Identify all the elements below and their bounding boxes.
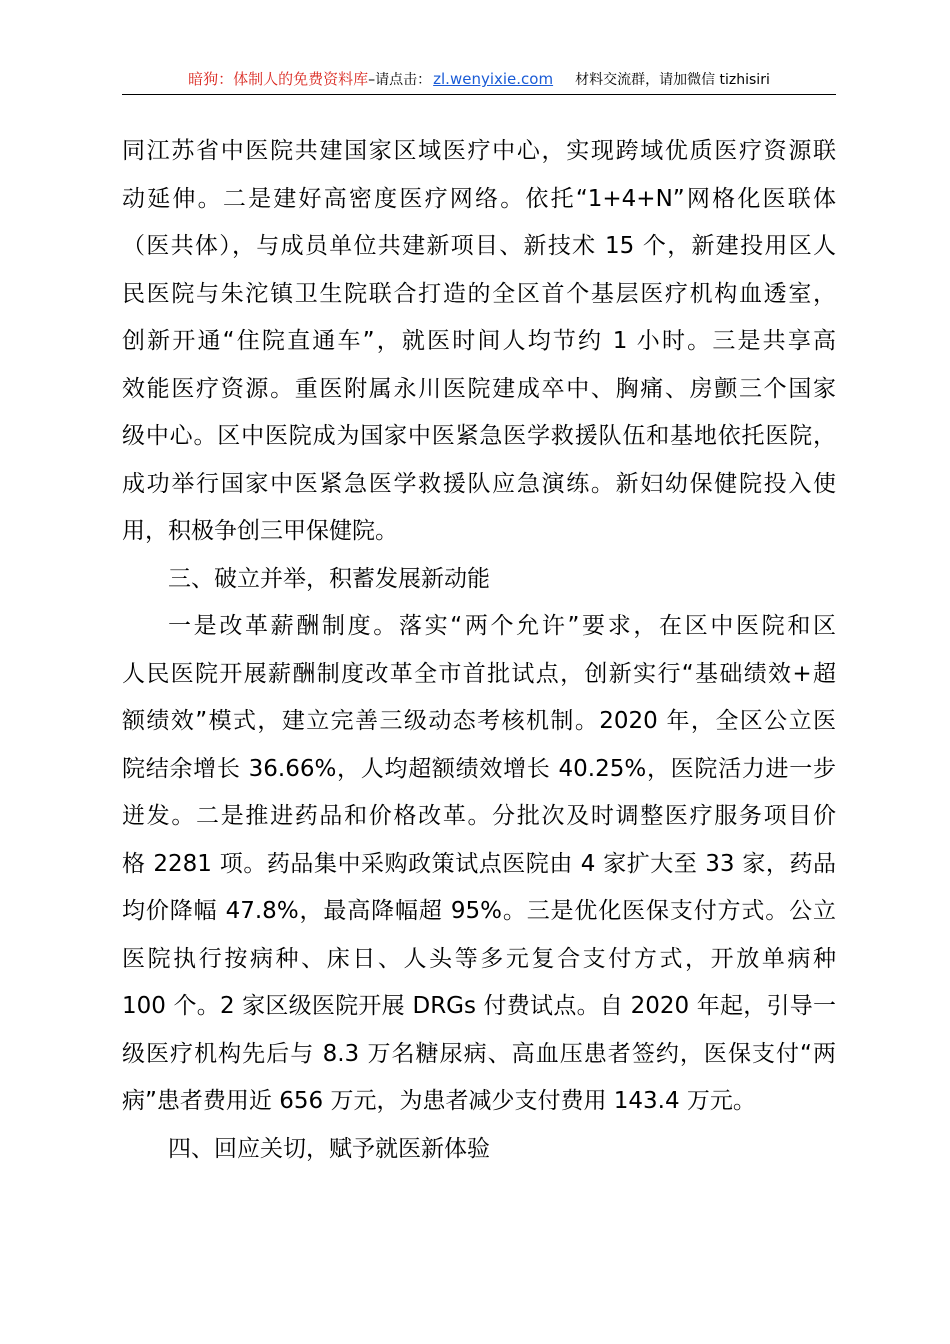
document-body: [122, 128, 836, 1173]
page-header: [122, 64, 836, 95]
paragraph-line: （医共体），与成员单位共建新项目、新技术 15 个，新建投用区人: [122, 233, 836, 259]
paragraph-line: 医院执行按病种、床日、人头等多元复合支付方式，开放单病种: [122, 945, 836, 972]
paragraph-line: 人民医院开展薪酬制度改革全市首批试点，创新实行“基础绩效+超: [122, 660, 836, 687]
paragraph-line: 民医院与朱沱镇卫生院联合打造的全区首个基层医疗机构血透室，: [122, 280, 836, 307]
section-heading: 四、回应关切，赋予就医新体验: [168, 1135, 490, 1162]
paragraph-line: 级中心。区中医院成为国家中医紧急医学救援队伍和基地依托医院，: [122, 423, 836, 449]
paragraph-line: 院结余增长 36.66%，人均超额绩效增长 40.25%，医院活力进一步: [122, 755, 836, 782]
paragraph-line: 创新开通“住院直通车”，就医时间人均节约 1 小时。三是共享高: [122, 328, 836, 354]
section-heading: 三、破立并举，积蓄发展新动能: [168, 565, 490, 592]
paragraph-line: 动延伸。二是建好高密度医疗网络。依托“1+4+N”网格化医联体: [122, 185, 836, 212]
paragraph-line: 级医疗机构先后与 8.3 万名糖尿病、高血压患者签约，医保支付“两: [122, 1040, 836, 1067]
paragraph-line: 额绩效”模式，建立完善三级动态考核机制。2020 年，全区公立医: [122, 708, 836, 734]
paragraph-line: 病”患者费用近 656 万元，为患者减少支付费用 143.4 万元。: [122, 1088, 756, 1114]
paragraph-line: 用，积极争创三甲保健院。: [122, 518, 398, 544]
paragraph-line: 格 2281 项。药品集中采购政策试点医院由 4 家扩大至 33 家，药品: [122, 850, 836, 877]
paragraph-line: 100 个。2 家区级医院开展 DRGs 付费试点。自 2020 年起，引导一: [122, 993, 836, 1019]
header-brand: 暗狗：体制人的免费资料库: [188, 70, 369, 88]
paragraph-line: 一是改革薪酬制度。落实“两个允许”要求，在区中医院和区: [168, 613, 836, 639]
paragraph-line: 均价降幅 47.8%，最高降幅超 95%。三是优化医保支付方式。公立: [122, 898, 836, 924]
paragraph-line: 迸发。二是推进药品和价格改革。分批次及时调整医疗服务项目价: [122, 803, 836, 829]
header-note: 材料交流群，请加微信 tizhisiri: [575, 72, 770, 88]
header-link[interactable]: zl.wenyixie.com: [433, 70, 554, 88]
paragraph-line: 同江苏省中医院共建国家区域医疗中心，实现跨域优质医疗资源联: [122, 138, 836, 164]
paragraph-line: 成功举行国家中医紧急医学救援队应急演练。新妇幼保健院投入使: [122, 470, 836, 497]
paragraph-line: 效能医疗资源。重医附属永川医院建成卒中、胸痛、房颤三个国家: [122, 375, 836, 402]
header-prompt: –请点击：: [368, 72, 432, 88]
